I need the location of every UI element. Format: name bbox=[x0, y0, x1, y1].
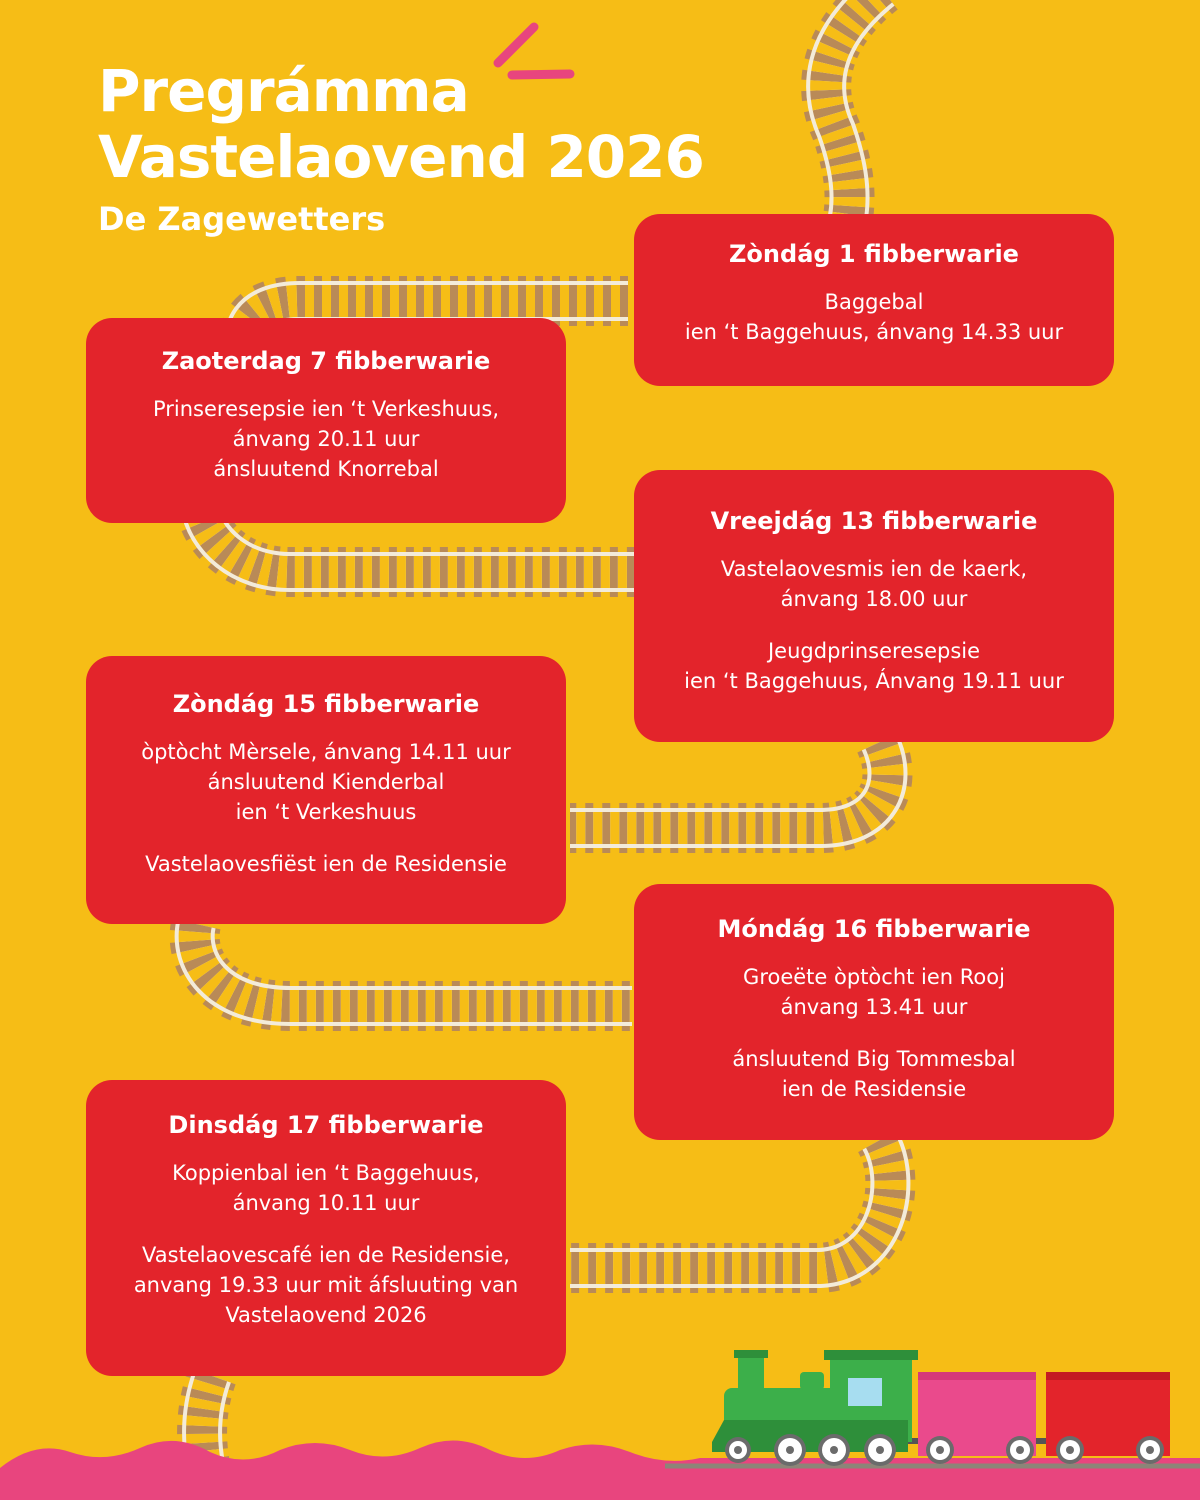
wheel-hub bbox=[1066, 1446, 1074, 1454]
event-card-zaoterdag-7 bbox=[86, 318, 566, 523]
event-card-vreejdag-13 bbox=[634, 470, 1114, 742]
event-day-title: Zòndág 1 fibberwarie bbox=[729, 240, 1019, 268]
event-text-line: ánsluutend Knorrebal bbox=[213, 457, 439, 481]
event-text-line: Groeëte òptòcht ien Rooj bbox=[743, 965, 1005, 989]
event-description bbox=[100, 394, 552, 484]
event-text-line: Baggebal bbox=[824, 290, 924, 314]
event-text-line: ánvang 10.11 uur bbox=[232, 1191, 420, 1215]
event-text-line: ien de Residensie bbox=[781, 1077, 967, 1101]
event-text-line: ien ‘t Baggehuus, Ánvang 19.11 uur bbox=[684, 669, 1064, 693]
event-text-line: Vastelaovend 2026 bbox=[225, 1303, 427, 1327]
event-description bbox=[100, 849, 552, 879]
event-description bbox=[648, 287, 1100, 347]
event-description bbox=[100, 1158, 552, 1218]
page-title-line-2: Vastelaovend 2026 bbox=[98, 123, 704, 191]
event-description bbox=[100, 1240, 552, 1330]
event-text-line: Vastelaovescafé ien de Residensie, bbox=[142, 1243, 510, 1267]
event-text-line: ánvang 18.00 uur bbox=[780, 587, 968, 611]
event-text-line: Koppienbal ien ‘t Baggehuus, bbox=[172, 1161, 480, 1185]
event-text-line: ánsluutend Big Tommesbal bbox=[732, 1047, 1016, 1071]
wheel-hub bbox=[936, 1446, 944, 1454]
event-description bbox=[648, 1044, 1100, 1104]
event-text-line: ánvang 20.11 uur bbox=[232, 427, 420, 451]
event-text-line: ánsluutend Kienderbal bbox=[207, 770, 445, 794]
event-day-title: Zòndág 15 fibberwarie bbox=[172, 690, 480, 718]
event-description bbox=[648, 554, 1100, 614]
wheel-hub bbox=[786, 1446, 794, 1454]
event-description bbox=[100, 737, 552, 827]
wheel-hub bbox=[1016, 1446, 1024, 1454]
event-text-line: ánvang 13.41 uur bbox=[780, 995, 968, 1019]
event-day-title: Móndág 16 fibberwarie bbox=[717, 915, 1031, 943]
accent-tick-marks bbox=[498, 27, 570, 75]
event-day-title: Vreejdág 13 fibberwarie bbox=[710, 507, 1038, 535]
wheel-hub bbox=[830, 1446, 838, 1454]
event-text-line: òptòcht Mèrsele, ánvang 14.11 uur bbox=[141, 740, 511, 764]
event-text-line: Jeugdprinseresepsie bbox=[767, 639, 981, 663]
event-text-line: Vastelaovesfiëst ien de Residensie bbox=[145, 852, 507, 876]
event-day-title: Zaoterdag 7 fibberwarie bbox=[161, 347, 491, 375]
track-bed-gap bbox=[195, 924, 632, 1006]
event-card-mondag-16 bbox=[634, 884, 1114, 1140]
event-card-zondag-1 bbox=[634, 214, 1114, 386]
event-text-line: anvang 19.33 uur mit áfsluuting van bbox=[133, 1273, 519, 1297]
event-text-line: ien ‘t Verkeshuus bbox=[235, 800, 417, 824]
page-subtitle: De Zagewetters bbox=[98, 200, 386, 238]
event-text-line: Vastelaovesmis ien de kaerk, bbox=[720, 557, 1028, 581]
event-description bbox=[648, 636, 1100, 696]
event-day-title: Dinsdág 17 fibberwarie bbox=[168, 1111, 484, 1139]
event-card-dinsdag-17 bbox=[86, 1080, 566, 1376]
event-text-line: ien ‘t Baggehuus, ánvang 14.33 uur bbox=[684, 320, 1064, 344]
wheel-hub bbox=[734, 1446, 742, 1454]
event-text-line: Prinseresepsie ien ‘t Verkeshuus, bbox=[152, 397, 500, 421]
steam-train-icon bbox=[665, 1350, 1200, 1466]
page-title-line-1: Pregrámma bbox=[98, 57, 469, 125]
wheel-hub bbox=[876, 1446, 884, 1454]
event-card-zondag-15 bbox=[86, 656, 566, 924]
wheel-hub bbox=[1146, 1446, 1154, 1454]
event-description bbox=[648, 962, 1100, 1022]
